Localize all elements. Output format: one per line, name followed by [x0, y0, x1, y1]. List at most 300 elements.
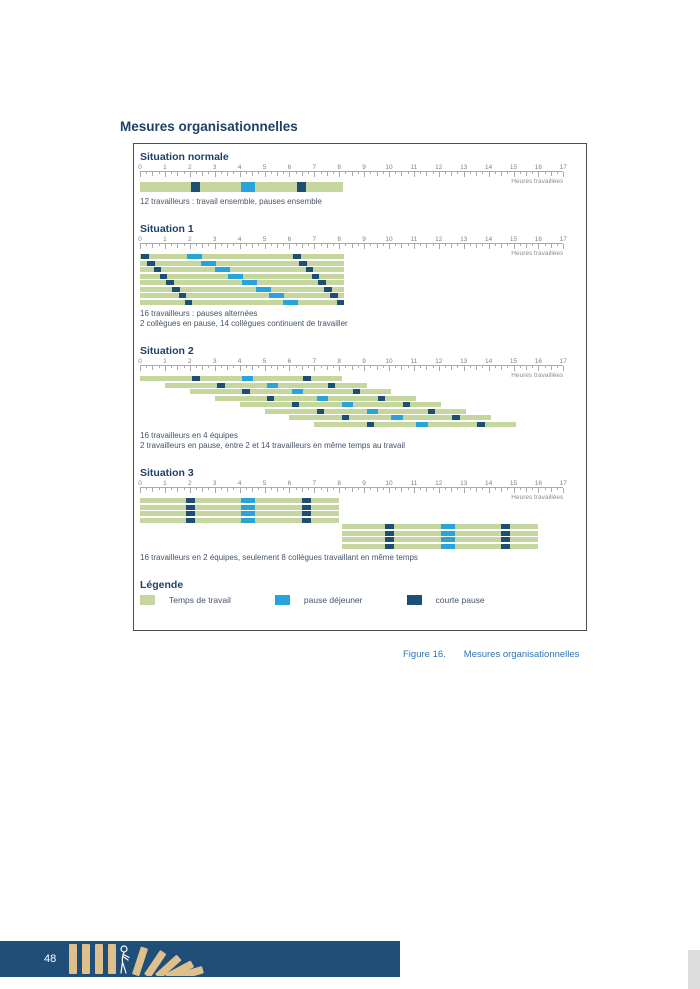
short-break-bar: [318, 280, 325, 285]
axis-tick: [184, 366, 185, 368]
axis-tick: [271, 366, 272, 368]
axis-tick-label: 11: [410, 358, 418, 365]
axis-tick: [233, 488, 234, 490]
short-break-bar: [179, 293, 186, 298]
work-time-bar: [240, 402, 442, 407]
axis-tick: [401, 244, 402, 248]
axis-tick: [308, 172, 309, 174]
axis-tick: [464, 488, 465, 493]
legend-item: [275, 595, 363, 605]
axis-tick: [296, 244, 297, 246]
axis-tick-label: 4: [237, 236, 242, 243]
short-break-bar: [452, 415, 459, 420]
axis-tick: [252, 366, 253, 370]
legend-item: [407, 595, 485, 605]
axis-tick: [370, 172, 371, 174]
figure-box: [133, 143, 587, 631]
page-corner-shade: [688, 950, 700, 989]
lunch-break-bar: [242, 280, 257, 285]
axis-tick-marks: [140, 487, 563, 493]
axis-tick-label: 0: [138, 236, 142, 243]
axis-tick-label: 5: [262, 480, 267, 487]
axis-tick: [296, 488, 297, 490]
work-time-bar: [140, 293, 344, 298]
axis-tick: [271, 488, 272, 490]
axis-tick: [233, 172, 234, 174]
short-break-bar: [186, 511, 195, 516]
axis-tick: [327, 488, 328, 492]
lunch-break-bar: [215, 267, 230, 272]
axis-tick: [202, 244, 203, 248]
axis-tick: [252, 488, 253, 492]
axis-tick-label: 8: [337, 236, 341, 243]
lunch-break-bar: [187, 254, 202, 259]
axis-tick: [358, 244, 359, 246]
short-break-bar: [312, 274, 319, 279]
axis-tick: [202, 172, 203, 176]
axis-tick: [563, 366, 564, 371]
figure-caption: [403, 649, 579, 660]
axis-tick: [227, 488, 228, 492]
axis-tick: [514, 366, 515, 371]
chart-section: [140, 467, 580, 563]
axis-tick-label: 4: [237, 164, 242, 171]
page-number: 48: [44, 953, 57, 965]
axis-tick-label: 12: [435, 358, 443, 365]
axis-tick: [514, 172, 515, 177]
axis-tick: [177, 172, 178, 176]
short-break-bar: [328, 383, 335, 388]
axis-tick: [532, 172, 533, 174]
work-time-bar: [140, 254, 344, 259]
axis-tick: [277, 366, 278, 370]
section-captions: [140, 309, 580, 329]
axis-tick-label: 10: [385, 358, 393, 365]
short-break-bar: [292, 402, 299, 407]
axis-tick: [152, 488, 153, 492]
axis-tick: [532, 488, 533, 490]
axis-tick: [520, 172, 521, 174]
axis-tick-label: 0: [138, 164, 142, 171]
section-caption-line: 2 travailleurs en pause, entre 2 et 14 travailleurs en même temps au travail: [140, 441, 406, 450]
axis-tick: [495, 488, 496, 490]
axis-tick: [476, 366, 477, 370]
legend: [140, 579, 580, 605]
axis-tick-label: 9: [362, 480, 366, 487]
axis-tick: [339, 244, 340, 249]
short-break-bar: [302, 498, 311, 503]
axis-tick: [526, 366, 527, 370]
lunch-break-bar: [283, 300, 298, 305]
axis-tick: [283, 488, 284, 490]
axis-tick: [426, 172, 427, 176]
section-caption-line: 2 collègues en pause, 14 collègues continuent de travailler: [140, 319, 348, 328]
axis-tick: [395, 366, 396, 368]
section-captions: [140, 553, 580, 563]
axis-tick: [308, 244, 309, 246]
axis-tick-label: 6: [287, 358, 292, 365]
lunch-break-bar: [342, 402, 353, 407]
axis-tick: [445, 172, 446, 174]
axis-tick-label: 4: [237, 358, 242, 365]
short-break-bar: [324, 287, 331, 292]
axis-tick-label: 16: [534, 164, 542, 171]
work-time-bar: [140, 287, 344, 292]
axis-tick: [420, 244, 421, 246]
axis-tick: [507, 488, 508, 490]
axis-tick: [433, 172, 434, 174]
short-break-bar: [154, 267, 161, 272]
axis-tick: [321, 172, 322, 174]
axis-tick: [545, 366, 546, 368]
work-time-bar: [140, 376, 342, 381]
axis-tick-label: 9: [362, 164, 366, 171]
lunch-break-bar: [441, 537, 455, 542]
axis-tick: [538, 366, 539, 371]
axis-tick: [165, 244, 166, 249]
axis-tick: [333, 366, 334, 368]
axis-tick: [495, 244, 496, 246]
axis-tick: [551, 488, 552, 492]
axis-tick: [221, 244, 222, 246]
short-break-bar: [297, 182, 306, 192]
legend-label: courte pause: [435, 595, 485, 605]
axis-tick: [283, 172, 284, 174]
axis-tick: [457, 366, 458, 368]
axis-tick-label: 7: [312, 236, 317, 243]
axis-tick: [277, 488, 278, 492]
axis-tick-label: 14: [484, 236, 493, 243]
axis-tick: [495, 172, 496, 174]
axis-tick: [476, 244, 477, 248]
chart-section: [140, 345, 580, 451]
section-captions: [140, 431, 580, 451]
axis-tick: [426, 488, 427, 492]
axis-tick: [476, 488, 477, 492]
section-caption-line: 16 travailleurs en 4 équipes: [140, 431, 238, 440]
short-break-bar: [186, 498, 195, 503]
axis-tick-label: 6: [287, 480, 292, 487]
axis-tick: [352, 488, 353, 492]
axis-tick: [246, 488, 247, 490]
axis-tick: [414, 244, 415, 249]
lunch-break-bar: [242, 376, 253, 381]
axis-tick: [464, 244, 465, 249]
axis-tick-label: 1: [163, 358, 167, 365]
axis-tick: [302, 244, 303, 248]
axis-tick: [152, 244, 153, 248]
axis-tick: [364, 366, 365, 371]
axis-tick-label: 8: [337, 480, 341, 487]
axis-tick: [526, 172, 527, 176]
axis-tick: [514, 488, 515, 493]
axis-tick: [258, 488, 259, 490]
axis-tick-label: 14: [484, 358, 493, 365]
axis-tick: [445, 488, 446, 490]
axis-tick-label: 8: [337, 358, 341, 365]
short-break-bar: [172, 287, 179, 292]
lunch-break-bar: [292, 389, 303, 394]
chart-section: [140, 151, 580, 207]
axis-tick: [202, 366, 203, 370]
short-break-bar: [378, 396, 385, 401]
axis-tick: [302, 172, 303, 176]
axis-tick: [345, 488, 346, 490]
axis-tick: [159, 244, 160, 246]
axis-tick-label: 2: [187, 236, 192, 243]
axis-tick: [408, 366, 409, 368]
axis-tick: [538, 244, 539, 249]
axis-tick-label: 15: [509, 236, 518, 243]
legend-row: [140, 595, 580, 605]
axis-tick: [345, 244, 346, 246]
axis-tick: [240, 172, 241, 177]
axis-tick: [302, 488, 303, 492]
axis-tick-label: 17: [559, 236, 567, 243]
axis-tick-label: 13: [460, 236, 468, 243]
short-break-bar: [477, 422, 484, 427]
axis-tick: [221, 172, 222, 174]
axis-tick-label: 3: [212, 480, 217, 487]
axis-tick: [184, 488, 185, 490]
axis-tick: [165, 488, 166, 493]
axis-tick: [377, 488, 378, 492]
short-break-bar: [217, 383, 224, 388]
axis-tick: [339, 488, 340, 493]
axis-tick-label: 11: [410, 236, 418, 243]
axis-tick: [171, 488, 172, 490]
worker-schedule-row: [140, 422, 580, 429]
axis-tick: [489, 172, 490, 177]
axis-tick: [557, 172, 558, 174]
short-break-bar: [385, 544, 394, 549]
work-time-bar: [190, 389, 392, 394]
axis-tick: [395, 488, 396, 490]
lunch-break-bar: [228, 274, 243, 279]
axis-tick: [532, 366, 533, 368]
axis-tick: [146, 244, 147, 246]
section-caption-line: 16 travailleurs : pauses alternées: [140, 309, 258, 318]
short-break-bar: [385, 537, 394, 542]
axis-tick: [165, 366, 166, 371]
axis-tick-label: 10: [385, 236, 393, 243]
footer-bar: [0, 941, 400, 977]
axis-tick-label: 13: [460, 164, 468, 171]
axis-tick: [395, 244, 396, 246]
axis-tick-label: 15: [509, 480, 518, 487]
axis-tick: [563, 244, 564, 249]
short-break-bar: [385, 524, 394, 529]
axis-tick-label: 14: [484, 480, 493, 487]
axis-tick: [514, 244, 515, 249]
axis-tick-marks: [140, 171, 563, 177]
axis-tick-label: 15: [509, 164, 518, 171]
axis-tick: [302, 366, 303, 370]
axis-tick: [489, 244, 490, 249]
section-title: Situation 2: [140, 345, 194, 357]
legend-label: pause déjeuner: [303, 595, 363, 605]
axis-tick: [563, 488, 564, 493]
axis-tick-label: 13: [460, 358, 468, 365]
standing-domino-icon: [69, 944, 77, 974]
axis-tick: [370, 488, 371, 490]
axis-tick-label: 10: [385, 164, 393, 171]
axis-tick: [196, 172, 197, 174]
axis-tick: [520, 488, 521, 490]
axis-tick: [215, 366, 216, 371]
figure-caption-text: Mesures organisationnelles: [463, 649, 580, 660]
time-axis: [138, 164, 567, 185]
axis-tick: [152, 366, 153, 370]
short-break-bar: [367, 422, 374, 427]
axis-tick: [464, 366, 465, 371]
short-break-bar: [342, 415, 349, 420]
lunch-break-bar: [241, 518, 255, 523]
axis-tick: [271, 172, 272, 174]
work-time-bar: [215, 396, 417, 401]
axis-tick: [482, 244, 483, 246]
axis-tick: [196, 488, 197, 490]
axis-tick-label: 9: [362, 236, 366, 243]
lunch-break-bar: [241, 498, 255, 503]
axis-tick-marks: [140, 365, 563, 371]
page-title: Mesures organisationnelles: [120, 119, 298, 134]
axis-tick: [557, 244, 558, 246]
axis-tick: [470, 366, 471, 368]
axis-tick-label: 4: [237, 480, 242, 487]
axis-tick: [233, 366, 234, 368]
axis-tick: [159, 488, 160, 490]
axis-tick: [221, 366, 222, 368]
axis-tick: [265, 172, 266, 177]
axis-tick: [246, 366, 247, 368]
axis-tick: [215, 488, 216, 493]
axis-tick-label: 16: [534, 480, 542, 487]
axis-tick: [227, 172, 228, 176]
axis-tick: [202, 488, 203, 492]
axis-tick-label: 1: [163, 236, 167, 243]
short-break-bar: [302, 518, 311, 523]
axis-tick: [184, 244, 185, 246]
axis-tick: [401, 172, 402, 176]
axis-tick: [265, 366, 266, 371]
axis-tick-label: 8: [337, 164, 341, 171]
axis-tick: [321, 366, 322, 368]
section-title: Situation 3: [140, 467, 194, 479]
lunch-break-bar: [241, 505, 255, 510]
axis-tick: [140, 172, 141, 177]
axis-tick: [383, 488, 384, 490]
axis-tick: [190, 488, 191, 493]
axis-tick: [470, 172, 471, 174]
axis-tick: [208, 172, 209, 174]
axis-tick-label: 16: [534, 358, 542, 365]
axis-tick-label: 6: [287, 236, 292, 243]
legend-item: [140, 595, 231, 605]
lunch-break-bar: [256, 287, 271, 292]
axis-tick: [520, 366, 521, 368]
axis-tick: [308, 366, 309, 368]
axis-tick: [140, 244, 141, 249]
standing-domino-icon: [108, 944, 116, 974]
axis-tick: [252, 172, 253, 176]
axis-tick-label: 5: [262, 358, 267, 365]
lunch-break-bar: [317, 396, 328, 401]
time-axis: [138, 480, 567, 501]
short-break-bar: [330, 293, 337, 298]
axis-tick: [146, 172, 147, 174]
axis-tick: [314, 488, 315, 493]
axis-tick: [507, 172, 508, 174]
axis-tick: [345, 172, 346, 174]
axis-tick: [414, 488, 415, 493]
axis-tick: [271, 244, 272, 246]
short-break-bar: [302, 505, 311, 510]
axis-tick: [457, 172, 458, 174]
axis-tick: [451, 488, 452, 492]
work-time-bar: [165, 383, 367, 388]
axis-tick: [190, 366, 191, 371]
short-break-bar: [185, 300, 192, 305]
axis-tick: [171, 172, 172, 174]
axis-tick: [495, 366, 496, 368]
legend-label: Temps de travail: [169, 595, 231, 605]
axis-tick: [233, 244, 234, 246]
short-break-bar: [501, 544, 510, 549]
axis-tick: [370, 366, 371, 368]
axis-tick-label: 15: [509, 358, 518, 365]
axis-tick: [227, 366, 228, 370]
lunch-break-bar: [241, 182, 255, 192]
axis-tick: [289, 366, 290, 371]
axis-tick: [545, 488, 546, 490]
axis-tick: [551, 366, 552, 370]
axis-tick: [526, 488, 527, 492]
axis-tick: [389, 172, 390, 177]
section-caption-line: 16 travailleurs en 2 équipes, seulement 8 collègues travaillant en même temps: [140, 553, 418, 562]
axis-tick: [215, 244, 216, 249]
axis-tick: [345, 366, 346, 368]
axis-tick: [252, 244, 253, 248]
work-time-bar: [140, 300, 344, 305]
axis-tick: [364, 244, 365, 249]
work-time-bar: [314, 422, 516, 427]
axis-tick: [221, 488, 222, 490]
axis-tick: [389, 488, 390, 493]
short-break-bar: [337, 300, 344, 305]
axis-tick-label: 11: [410, 480, 418, 487]
axis-tick-label: 6: [287, 164, 292, 171]
short-break-bar: [501, 537, 510, 542]
short-break-bar: [160, 274, 167, 279]
lunch-break-bar: [441, 524, 455, 529]
axis-tick-label: 3: [212, 164, 217, 171]
axis-tick-label: 9: [362, 358, 366, 365]
axis-tick: [439, 172, 440, 177]
standing-domino-icon: [95, 944, 103, 974]
axis-tick: [489, 366, 490, 371]
axis-tick: [177, 488, 178, 492]
axis-tick: [146, 488, 147, 490]
axis-tick: [507, 244, 508, 246]
schedule-rows: [140, 254, 580, 306]
legend-swatch-lunch: [275, 595, 290, 605]
axis-tick-label: 7: [312, 480, 317, 487]
axis-tick: [370, 244, 371, 246]
axis-tick: [277, 244, 278, 248]
axis-tick: [258, 172, 259, 174]
axis-tick: [327, 172, 328, 176]
